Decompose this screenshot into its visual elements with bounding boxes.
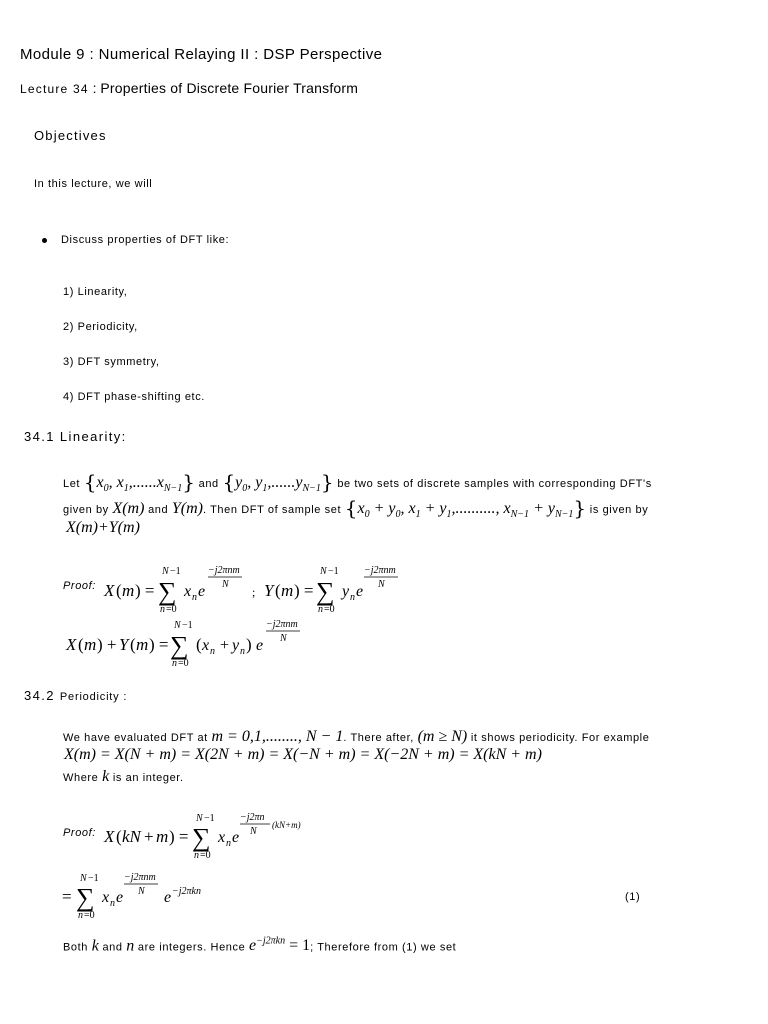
lecture-name: Properties of Discrete Fourier Transform bbox=[100, 80, 359, 96]
svg-text:∑: ∑ bbox=[316, 577, 335, 606]
equation-number: (1) bbox=[625, 891, 641, 903]
text-is-integer: is an integer. bbox=[112, 772, 184, 784]
math-sum-set: {$x_0 + y_0$, $x_1 + y_1$,.........., $x_{N-1} + y_{N-1}$} bbox=[344, 496, 587, 521]
equation-dft-definitions bbox=[100, 560, 400, 615]
svg-text:n: n bbox=[110, 898, 115, 909]
objective-item: 4) DFT phase-shifting etc. bbox=[63, 391, 205, 403]
lecture-title bbox=[20, 80, 358, 96]
svg-text:m: m bbox=[281, 581, 294, 600]
periodicity-paragraph-line1 bbox=[63, 728, 649, 746]
section-number: 34.2 bbox=[24, 688, 55, 703]
linearity-paragraph-line2 bbox=[63, 496, 648, 520]
svg-text:;: ; bbox=[252, 585, 256, 599]
text-and: and bbox=[148, 504, 169, 516]
svg-text:+: + bbox=[144, 827, 154, 846]
bullet-dot-icon bbox=[42, 238, 47, 243]
svg-text:−1: −1 bbox=[328, 566, 339, 577]
svg-text:=0: =0 bbox=[324, 604, 335, 615]
math-Xm: X(m) bbox=[112, 500, 145, 517]
svg-text:e: e bbox=[198, 583, 206, 600]
section-title: Linearity: bbox=[59, 429, 127, 444]
svg-text:∑: ∑ bbox=[192, 823, 211, 852]
svg-text:∑: ∑ bbox=[76, 883, 95, 912]
svg-text:n: n bbox=[172, 658, 177, 669]
svg-text:−1: −1 bbox=[204, 813, 215, 824]
svg-text:e: e bbox=[164, 889, 172, 906]
objectives-intro: In this lecture, we will bbox=[34, 178, 153, 190]
proof-label-periodicity: Proof: bbox=[63, 827, 96, 839]
section-heading-linearity bbox=[24, 429, 127, 444]
svg-text:N: N bbox=[222, 579, 229, 590]
svg-text:(: ( bbox=[196, 635, 202, 654]
svg-text:): ) bbox=[246, 635, 252, 654]
svg-text:−1: −1 bbox=[170, 566, 181, 577]
svg-text:e: e bbox=[116, 889, 124, 906]
equation-periodicity-proof bbox=[100, 808, 320, 864]
svg-text:X: X bbox=[104, 827, 115, 846]
svg-text:=: = bbox=[62, 887, 72, 906]
math-periodicity-chain: X(m) = X(N + m) = X(2N + m) = X(−N + m) = X(−2N + m) = X(kN + m) bbox=[64, 746, 542, 763]
svg-text:e: e bbox=[256, 637, 264, 654]
svg-text:N: N bbox=[250, 826, 257, 837]
svg-text:N: N bbox=[320, 566, 327, 577]
math-y-set: {$y_0$, $y_1,......y_{N-1}$} bbox=[222, 470, 334, 495]
svg-text:(kN+m): (kN+m) bbox=[272, 820, 301, 830]
svg-text:−j2πnm: −j2πnm bbox=[364, 565, 396, 576]
svg-text:e: e bbox=[232, 829, 240, 846]
bullet-text: Discuss properties of DFT like: bbox=[61, 234, 230, 246]
svg-text:m: m bbox=[136, 635, 149, 654]
math-m-ge-N: (m ≥ N) bbox=[417, 728, 468, 745]
svg-text:y: y bbox=[232, 637, 240, 654]
svg-text:−j2πnm: −j2πnm bbox=[124, 872, 156, 883]
math-Ym: Y(m) bbox=[171, 500, 203, 517]
svg-text:=0: =0 bbox=[166, 604, 177, 615]
svg-text:x: x bbox=[184, 583, 192, 600]
text-where: Where bbox=[63, 772, 99, 784]
math-k: k bbox=[102, 768, 110, 785]
math-x-set: {$x_0$, $x_1,......x_{N-1}$} bbox=[83, 470, 195, 495]
svg-text:x: x bbox=[102, 889, 110, 906]
objective-item: 3) DFT symmetry, bbox=[63, 356, 160, 368]
svg-text:N: N bbox=[80, 873, 87, 884]
periodicity-where-line bbox=[63, 768, 184, 786]
text-and: and bbox=[198, 478, 219, 490]
objective-item: 2) Periodicity, bbox=[63, 321, 138, 333]
section-title: Periodicity : bbox=[59, 691, 128, 703]
svg-text:n: n bbox=[194, 850, 199, 861]
svg-text:=0: =0 bbox=[178, 658, 189, 669]
svg-text:x: x bbox=[202, 637, 210, 654]
text-are-integers: are integers. Hence bbox=[137, 941, 246, 954]
math-n: n bbox=[126, 937, 135, 955]
svg-text:N: N bbox=[378, 579, 385, 590]
svg-text:n: n bbox=[160, 604, 165, 615]
text-evaluated: We have evaluated DFT at bbox=[63, 732, 208, 744]
equation-periodicity-step bbox=[60, 868, 220, 924]
lecture-number: Lecture 34 bbox=[20, 82, 89, 96]
svg-text:x: x bbox=[218, 829, 226, 846]
svg-text:−1: −1 bbox=[88, 873, 99, 884]
svg-text:n: n bbox=[192, 592, 197, 603]
module-title: Module 9 : Numerical Relaying II : DSP Perspective bbox=[20, 46, 383, 63]
svg-text:n: n bbox=[210, 646, 215, 657]
svg-text:(: ( bbox=[275, 581, 281, 600]
svg-text:−1: −1 bbox=[182, 620, 193, 631]
section-number: 34.1 bbox=[24, 429, 55, 444]
svg-text:(: ( bbox=[116, 827, 122, 846]
svg-text:) +: ) + bbox=[97, 635, 117, 654]
math-m-range: m = 0,1,........, N − 1 bbox=[211, 728, 344, 745]
periodicity-conclusion-line bbox=[63, 936, 456, 955]
svg-text:n: n bbox=[350, 592, 355, 603]
svg-text:−j2πn: −j2πn bbox=[240, 812, 265, 823]
text-then: . Then DFT of sample set bbox=[203, 504, 342, 516]
text-therefore: ; Therefore from (1) we set bbox=[310, 941, 457, 954]
svg-text:Y: Y bbox=[264, 581, 274, 600]
eq-paren: ( bbox=[116, 581, 122, 600]
svg-text:X: X bbox=[66, 635, 77, 654]
text-given-by: given by bbox=[63, 504, 109, 516]
objectives-heading: Objectives bbox=[34, 128, 107, 143]
svg-text:∑: ∑ bbox=[170, 631, 189, 660]
sigma-icon: ∑ bbox=[158, 577, 177, 606]
text-shows-periodicity: it shows periodicity. For example bbox=[470, 732, 650, 744]
svg-text:m: m bbox=[122, 581, 135, 600]
svg-text:N: N bbox=[280, 633, 287, 644]
svg-text:) =: ) = bbox=[135, 581, 155, 600]
text-and: and bbox=[102, 941, 123, 954]
text-let: Let bbox=[63, 478, 81, 490]
svg-text:m: m bbox=[84, 635, 97, 654]
text-is-given-by: is given by bbox=[589, 504, 649, 516]
svg-text:N: N bbox=[138, 886, 145, 897]
equation-linearity-sum bbox=[64, 614, 314, 670]
svg-text:kN: kN bbox=[122, 827, 141, 846]
svg-text:−j2πnm: −j2πnm bbox=[266, 619, 298, 630]
svg-text:n: n bbox=[78, 910, 83, 921]
svg-text:=0: =0 bbox=[200, 850, 211, 861]
section-heading-periodicity bbox=[24, 688, 127, 703]
eq-lhs-X: X bbox=[104, 581, 115, 600]
svg-text:) =: ) = bbox=[294, 581, 314, 600]
svg-text:−j2πkn: −j2πkn bbox=[172, 886, 201, 897]
svg-text:N: N bbox=[162, 566, 169, 577]
text-there-after: . There after, bbox=[343, 732, 414, 744]
svg-text:N: N bbox=[174, 620, 181, 631]
text-be-two-sets: be two sets of discrete samples with corresponding DFT's bbox=[337, 478, 652, 490]
math-Xm-plus-Ym: X(m)+Y(m) bbox=[66, 519, 140, 536]
svg-text:) =: ) = bbox=[149, 635, 169, 654]
svg-text:y: y bbox=[342, 583, 350, 600]
objective-item: 1) Linearity, bbox=[63, 286, 128, 298]
svg-text:Y: Y bbox=[119, 635, 129, 654]
lecture-separator: : bbox=[88, 80, 101, 96]
linearity-paragraph-line1 bbox=[63, 470, 652, 494]
svg-text:(: ( bbox=[130, 635, 136, 654]
svg-text:(: ( bbox=[78, 635, 84, 654]
svg-text:+: + bbox=[220, 637, 230, 654]
proof-label-linearity: Proof: bbox=[63, 580, 96, 592]
svg-text:e: e bbox=[356, 583, 364, 600]
svg-text:N: N bbox=[196, 813, 203, 824]
objectives-bullet bbox=[42, 234, 229, 246]
svg-text:) =: ) = bbox=[169, 827, 189, 846]
text-both: Both bbox=[63, 941, 89, 954]
svg-text:n: n bbox=[240, 646, 245, 657]
svg-text:n: n bbox=[318, 604, 323, 615]
svg-text:m: m bbox=[156, 827, 169, 846]
svg-text:=0: =0 bbox=[84, 910, 95, 921]
svg-text:−j2πnm: −j2πnm bbox=[208, 565, 240, 576]
math-k: k bbox=[91, 937, 99, 955]
math-exp-equals-one: $e^{-j2\pi kn} = 1$ bbox=[248, 936, 311, 955]
svg-text:n: n bbox=[226, 838, 231, 849]
